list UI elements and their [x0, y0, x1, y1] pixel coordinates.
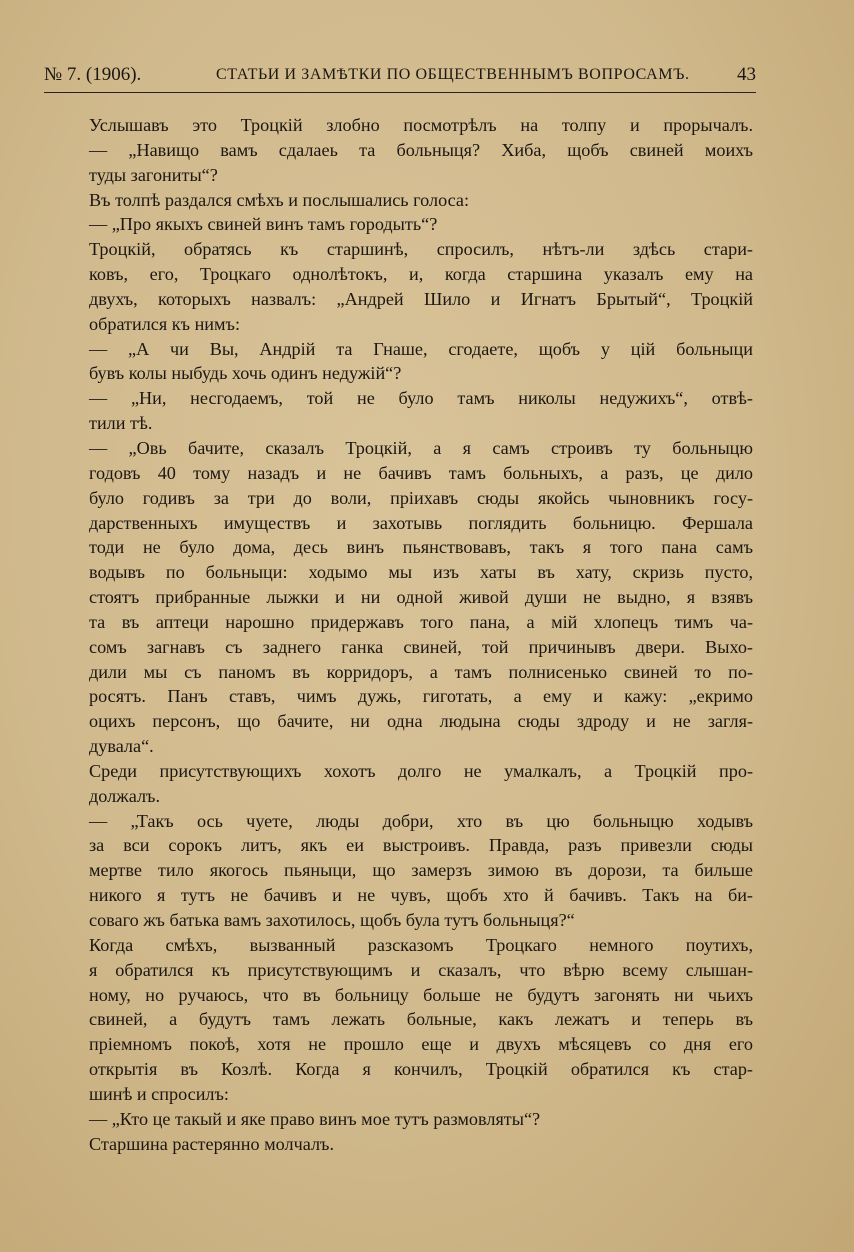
text-line: було годивъ за три до воли, пріихавъ сюды якойсь чыновникъ госу-	[89, 487, 753, 508]
text-line: водывъ по больныци: ходымо мы изъ хаты въ хату, скризь пусто,	[89, 562, 753, 583]
text-line: тили тѣ.	[89, 413, 153, 434]
text-line: сомъ загнавъ съ заднего ганка свиней, той причинывъ двери. Выхо-	[89, 636, 753, 657]
text-line: бувъ колы ныбудь хочь одинъ недужій“?	[89, 363, 402, 384]
header-rule	[44, 92, 756, 93]
text-line: Услышавъ это Троцкій злобно посмотрѣлъ на толпу и прорычалъ.	[89, 115, 753, 135]
text-line: пріемномъ покоѣ, хотя не прошло еще и двухъ мѣсяцевъ со дня его	[89, 1034, 753, 1055]
running-header	[44, 62, 756, 92]
text-line: Въ толпѣ раздался смѣхъ и послышались голоса:	[89, 189, 470, 210]
text-line: — „Такъ ось чуете, люды добри, хто въ цю больныцю ходывъ	[89, 810, 753, 831]
text-line: — „Навищо вамъ сдалаеь та больныця? Хиба, щобъ свиней моихъ	[89, 139, 753, 160]
text-line: за вси сорокъ литъ, якъ еи выстроивъ. Правда, разъ привезли сюды	[89, 835, 753, 856]
text-line: Старшина растерянно молчалъ.	[89, 1133, 334, 1154]
text-line: мертве тило якогось пьяныци, що замерзъ зимою въ дорози, та бильше	[89, 860, 753, 881]
text-line: туды загониты“?	[89, 164, 218, 185]
text-line: — „Кто це такый и яке право винъ мое тутъ размовляты“?	[89, 1108, 541, 1129]
text-line: двухъ, которыхъ назвалъ: „Андрей Шило и Игнатъ Брытый“, Троцкій	[89, 288, 753, 309]
body-text	[89, 113, 753, 1156]
text-line: оцихъ персонъ, що бачите, ни одна людына сюды здроду и не загля-	[89, 711, 753, 732]
issue-number: № 7. (1906).	[44, 64, 142, 85]
text-line: свиней, а будутъ тамъ лежать больные, какъ лежатъ и теперь въ	[89, 1009, 753, 1030]
text-line: дили мы съ паномъ въ корридоръ, а тамъ полнисенько свиней то по-	[89, 661, 753, 682]
text-line: тоди не було дома, десь винъ пьянствовавъ, такъ я того пана самъ	[89, 537, 753, 558]
text-line: никого я тутъ не бачивъ и не чувъ, щобъ хто й бачивъ. Такъ на би-	[89, 885, 753, 906]
text-line: ному, но ручаюсь, что въ больницу больше не будутъ загонять ни чьихъ	[89, 984, 753, 1005]
text-line: дарственныхъ имуществъ и захотывь поглядить больницю. Фершала	[89, 512, 753, 533]
text-line: обратился къ нимъ:	[89, 313, 241, 334]
text-line: я обратился къ присутствующимъ и сказалъ, что вѣрю всему слышан-	[89, 959, 753, 980]
text-line: соваго жъ батька вамъ захотилось, щобъ була тутъ больныця?“	[89, 910, 575, 930]
text-line: Троцкій, обратясь къ старшинѣ, спросилъ, нѣтъ-ли здѣсь стари-	[89, 239, 753, 260]
text-line: — „Овь бачите, сказалъ Троцкій, а я самъ строивъ ту больныцю	[89, 437, 753, 458]
text-line: та въ аптеци нарошно придержавъ того пана, а мій хлопецъ тимъ ча-	[89, 611, 753, 632]
text-line: росятъ. Панъ ставъ, чимъ дужь, гиготать, а ему и кажу: „екримо	[89, 686, 753, 707]
text-line: стоятъ прибранные лыжки и ни одной живой души не выдно, я взявъ	[89, 587, 753, 608]
text-line: — „Про якыхъ свиней винъ тамъ городыть“?	[89, 214, 438, 235]
section-title: СТАТЬИ И ЗАМѢТКИ ПО ОБЩЕСТВЕННЫМЪ ВОПРОСАМЪ.	[216, 66, 690, 83]
text-line: годовъ 40 тому назадъ и не бачивъ тамъ больныхъ, а разъ, це дило	[89, 462, 753, 483]
text-line: — „А чи Вы, Андрій та Гнаше, сгодаете, щобъ у цій больныци	[89, 338, 753, 359]
text-line: открытія въ Козлѣ. Когда я кончилъ, Троцкій обратился къ стар-	[89, 1059, 753, 1080]
text-line: Среди присутствующихъ хохотъ долго не умалкалъ, а Троцкій про-	[89, 760, 753, 781]
text-line: ковъ, его, Троцкаго однолѣтокъ, и, когда старшина указалъ ему на	[89, 264, 753, 285]
text-line: дувала“.	[89, 736, 154, 757]
page-number: 43	[737, 64, 756, 85]
text-line: — „Ни, несгодаемъ, той не було тамъ николы недужихъ“, отвѣ-	[89, 388, 753, 409]
text-line: шинѣ и спросилъ:	[89, 1083, 229, 1104]
text-line: Когда смѣхъ, вызванный разсказомъ Троцкаго немного поутихъ,	[89, 934, 753, 955]
text-line: должалъ.	[89, 785, 161, 806]
